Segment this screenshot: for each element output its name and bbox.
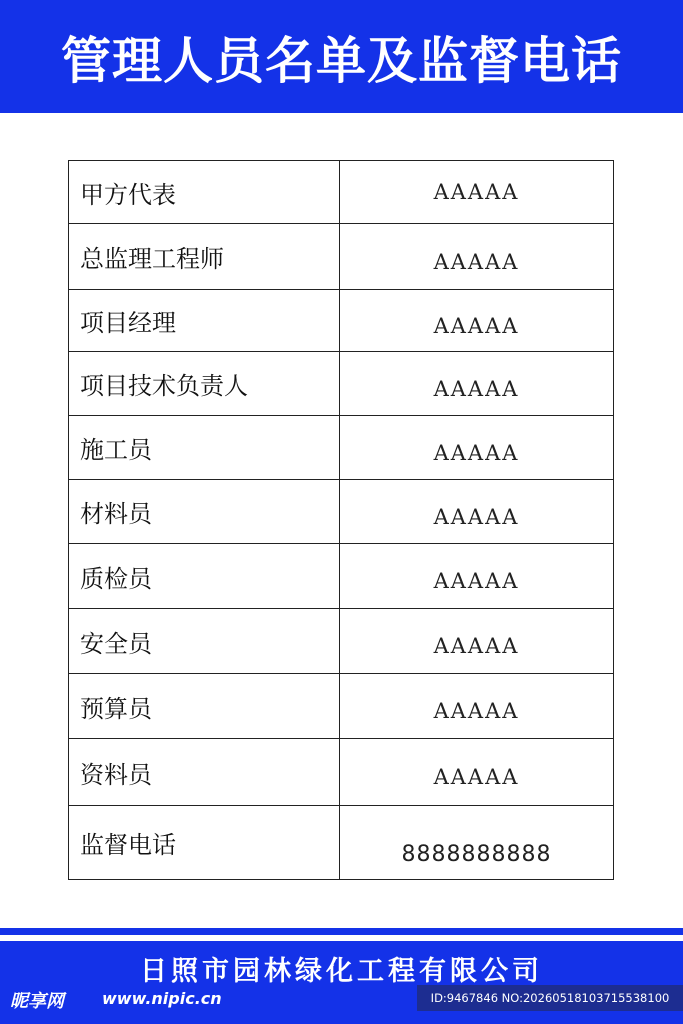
name-value: AAAAA [433, 313, 520, 338]
table-row [69, 609, 613, 674]
role-label: 总监理工程师 [69, 224, 340, 289]
name-value: AAAAA [433, 440, 520, 465]
footer-banner [0, 941, 683, 1024]
staff-table [68, 160, 614, 880]
table-row [69, 674, 613, 739]
table-row [69, 544, 613, 609]
phone-value: 8888888888 [401, 842, 552, 867]
header-banner [0, 0, 683, 113]
watermark-url: www.nipic.cn [102, 989, 222, 1008]
table-row [69, 480, 613, 544]
role-label: 资料员 [69, 739, 340, 805]
name-value: AAAAA [433, 634, 520, 658]
name-value: AAAAA [433, 569, 520, 593]
table-row [69, 416, 613, 480]
name-value: AAAAA [433, 249, 520, 274]
table-row [69, 290, 613, 352]
name-value: AAAAA [433, 376, 520, 401]
name-value: AAAAA [433, 504, 520, 529]
role-label: 材料员 [69, 480, 340, 543]
role-label: 预算员 [69, 674, 340, 738]
name-value: AAAAA [433, 180, 520, 204]
page-title: 管理人员名单及监督电话 [61, 31, 622, 90]
role-label: 质检员 [69, 544, 340, 608]
table-row [69, 161, 613, 224]
role-label: 监督电话 [69, 806, 340, 879]
role-label: 安全员 [69, 609, 340, 673]
role-label: 甲方代表 [69, 161, 340, 223]
watermark-id: ID:9467846 NO:20260518103715538100 [417, 985, 683, 1011]
role-label: 施工员 [69, 416, 340, 479]
role-label: 项目技术负责人 [69, 352, 340, 415]
table-row [69, 739, 613, 806]
watermark-brand: 昵享网 [10, 991, 64, 1012]
table-row [69, 224, 613, 290]
divider-stripe [0, 928, 683, 935]
role-label: 项目经理 [69, 290, 340, 351]
table-row-phone [69, 806, 613, 879]
name-value: AAAAA [433, 699, 520, 723]
company-name: 日照市园林绿化工程有限公司 [140, 956, 543, 987]
table-row [69, 352, 613, 416]
name-value: AAAAA [433, 765, 520, 789]
